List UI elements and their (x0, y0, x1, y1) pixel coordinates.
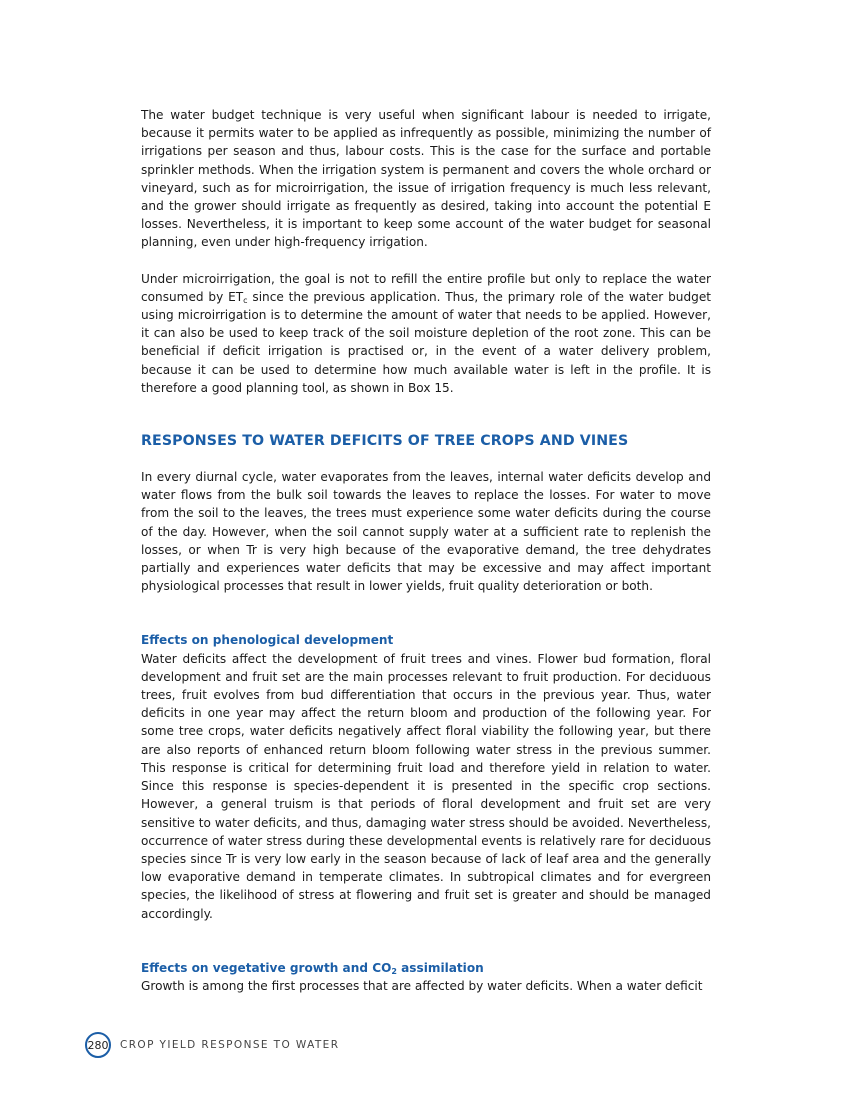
paragraph-microirrigation (141, 270, 711, 397)
page-number-badge: 280 (85, 1032, 111, 1058)
subheading-phenological: Effects on phenological development (141, 633, 394, 648)
page-footer (85, 1030, 339, 1060)
paragraph-diurnal-cycle: In every diurnal cycle, water evaporates from the leaves, internal water deficits develop and water flows from the bulk soil towards the leaves to replace the losses. For water to move from the soil to the leaves, the trees must experience some water deficits during the course of the day. However, when the soil cannot supply water at a sufficient rate to replenish the losses, or when Tr is very high because of the evaporative demand, the tree dehydrates partially and experiences water deficits that may be excessive and may affect important physiological processes that result in lower yields, fruit quality deterioration or both. (141, 470, 711, 594)
paragraph-microirrigation-end: since the previous application. Thus, the primary role of the water budget using microirrigation is to determine the amount of water that needs to be applied. However, it can also be used to keep track of the soil moisture depletion of the root zone. This can be beneficial if deficit irrigation is practised or, in the event of a water delivery problem, because it can be used to determine how much available water is left in the profile. It is therefore a good planning tool, as shown in Box 15. (141, 289, 711, 395)
paragraph-vegetative: Growth is among the first processes that are affected by water deficits. When a water deficit (141, 978, 703, 993)
running-title: CROP YIELD RESPONSE TO WATER (120, 1039, 340, 1051)
subheading-vegetative-end: assimilation (396, 960, 484, 975)
page-content (141, 106, 711, 995)
paragraph-microirrigation-start: Under microirrigation, the goal is not to refill the entire profile but only to replace the water consumed by ET (141, 271, 711, 304)
paragraph-water-budget: The water budget technique is very useful when significant labour is needed to irrigate, because it permits water to be applied as infrequently as possible, minimizing the number of irrigations per season and thus, labour costs. This is the case for the surface and portable sprinkler methods. When the irrigation system is permanent and covers the whole orchard or vineyard, such as for microirrigation, the issue of irrigation frequency is much less relevant, and the grower should irrigate as frequently as desired, taking into account the potential E losses. Nevertheless, it is important to keep some account of the water budget for seasonal planning, even under high-frequency irrigation. (141, 108, 711, 250)
section-heading: RESPONSES TO WATER DEFICITS OF TREE CROPS AND VINES (141, 433, 629, 450)
co2-subscript: 2 (391, 966, 397, 976)
etc-subscript: c (243, 295, 248, 305)
subheading-vegetative-start: Effects on vegetative growth and CO (141, 960, 392, 975)
paragraph-phenological: Water deficits affect the development of fruit trees and vines. Flower bud formation, floral development and fruit set are the main processes relevant to fruit production. For deciduous trees, fruit evolves from bud differentiation that occurs in the previous year. Thus, water deficits in one year may affect the return bloom and production of the following year. For some tree crops, water deficits negatively affect floral viability the following year, but there are also reports of enhanced return bloom following water stress in the previous summer. This response is critical for determining fruit load and therefore yield in relation to water. Since this response is species-dependent it is presented in the specific crop sections. However, a general truism is that periods of floral development and fruit set are very sensitive to water deficits, and thus, damaging water stress should be avoided. Nevertheless, occurrence of water stress during these developmental events is relatively rare for deciduous species since Tr is very low early in the season because of lack of leaf area and the generally low evaporative demand in temperate climates. In subtropical climates and for evergreen species, the likelihood of stress at flowering and fruit set is greater and should be managed accordingly. (141, 651, 711, 921)
subheading-vegetative (141, 959, 711, 977)
